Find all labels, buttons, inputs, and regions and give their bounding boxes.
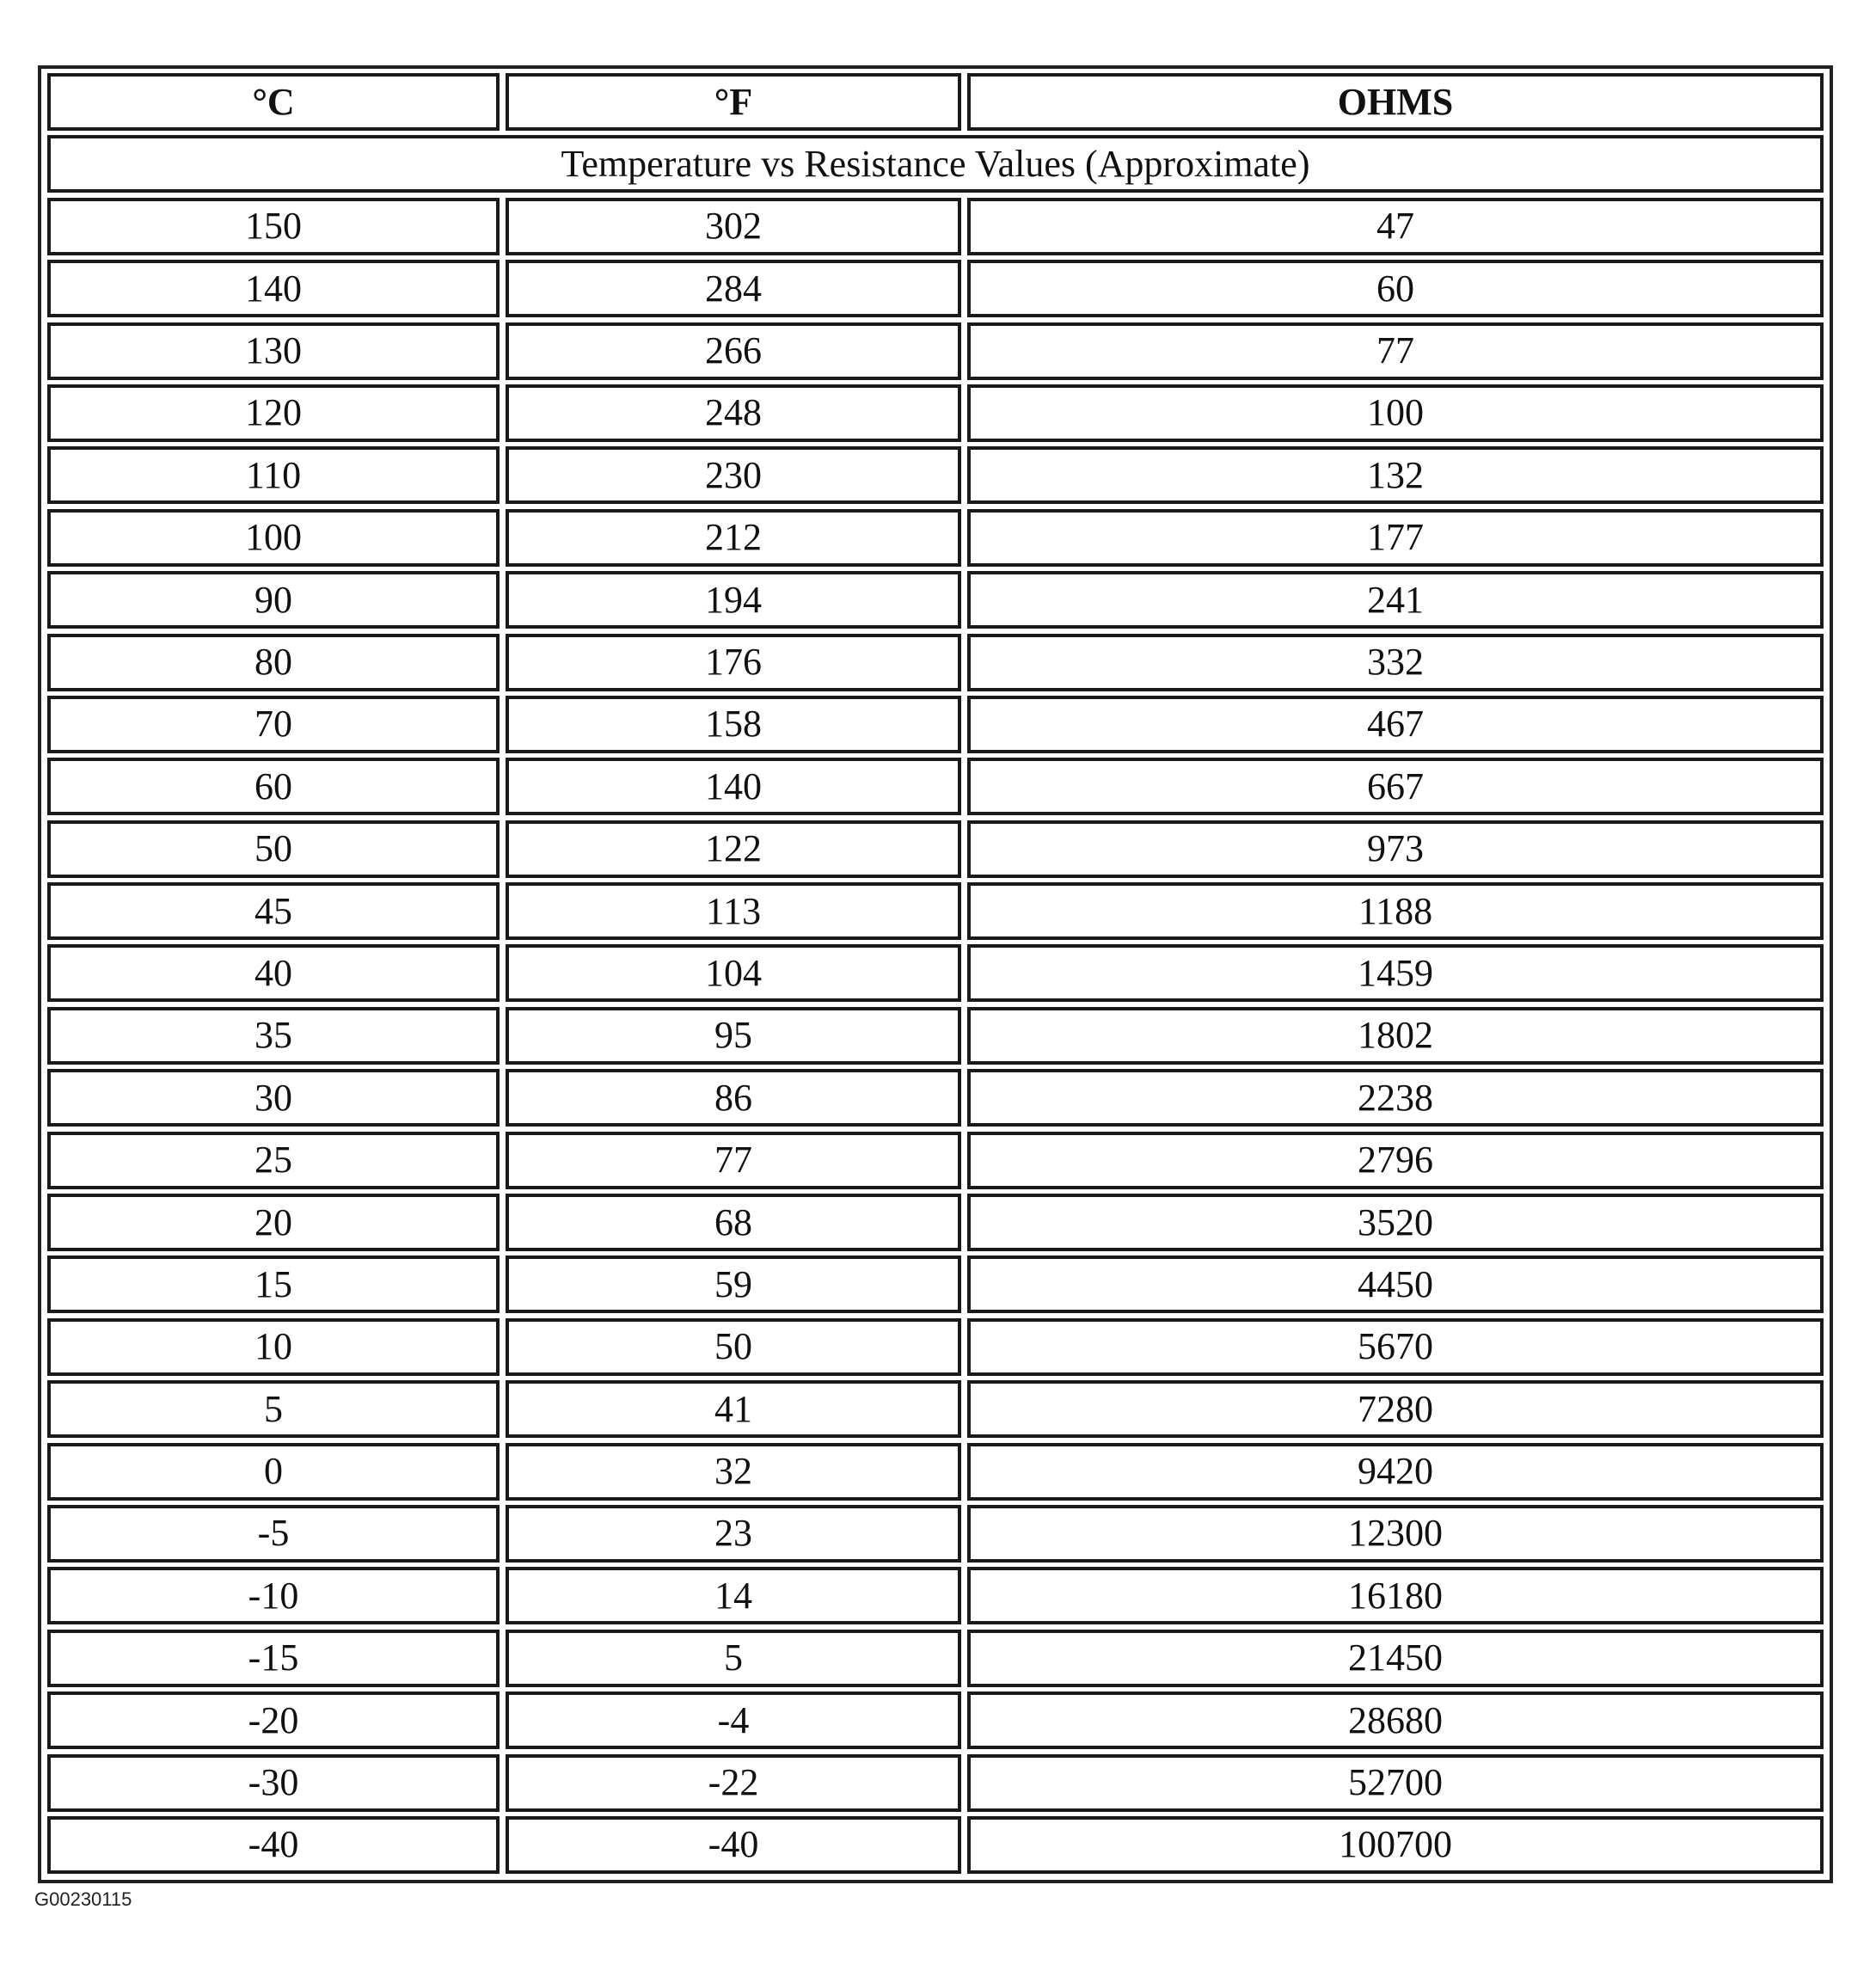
cell-celsius: 0 — [47, 1443, 500, 1501]
cell-ohms: 1802 — [967, 1007, 1824, 1065]
table-row — [47, 1754, 1824, 1812]
cell-fahrenheit: 230 — [506, 446, 961, 504]
cell-fahrenheit: 95 — [506, 1007, 961, 1065]
cell-ohms: 667 — [967, 758, 1824, 815]
cell-ohms: 52700 — [967, 1754, 1824, 1812]
cell-celsius: 110 — [47, 446, 500, 504]
cell-fahrenheit: -22 — [506, 1754, 961, 1812]
figure-code: G00230115 — [34, 1888, 132, 1910]
cell-celsius: 70 — [47, 696, 500, 753]
table-row — [47, 1318, 1824, 1376]
cell-ohms: 5670 — [967, 1318, 1824, 1376]
cell-fahrenheit: 140 — [506, 758, 961, 815]
cell-fahrenheit: 158 — [506, 696, 961, 753]
cell-fahrenheit: 50 — [506, 1318, 961, 1376]
cell-fahrenheit: -4 — [506, 1692, 961, 1749]
table-row — [47, 198, 1824, 255]
cell-fahrenheit: 68 — [506, 1194, 961, 1251]
table-row — [47, 1443, 1824, 1501]
cell-fahrenheit: 41 — [506, 1380, 961, 1438]
cell-celsius: 40 — [47, 944, 500, 1002]
table-row — [47, 944, 1824, 1002]
cell-celsius: -10 — [47, 1567, 500, 1624]
table-row — [47, 1069, 1824, 1127]
cell-ohms: 9420 — [967, 1443, 1824, 1501]
cell-fahrenheit: 77 — [506, 1132, 961, 1189]
table-row — [47, 1256, 1824, 1313]
cell-ohms: 60 — [967, 260, 1824, 317]
cell-fahrenheit: 284 — [506, 260, 961, 317]
cell-celsius: 45 — [47, 882, 500, 940]
cell-ohms: 77 — [967, 322, 1824, 380]
table-row — [47, 1132, 1824, 1189]
cell-celsius: 150 — [47, 198, 500, 255]
cell-celsius: -40 — [47, 1816, 500, 1874]
cell-fahrenheit: 248 — [506, 384, 961, 442]
cell-fahrenheit: 59 — [506, 1256, 961, 1313]
cell-ohms: 1188 — [967, 882, 1824, 940]
cell-celsius: 5 — [47, 1380, 500, 1438]
cell-fahrenheit: 212 — [506, 509, 961, 567]
cell-ohms: 3520 — [967, 1194, 1824, 1251]
cell-fahrenheit: 122 — [506, 820, 961, 878]
cell-celsius: 100 — [47, 509, 500, 567]
cell-ohms: 467 — [967, 696, 1824, 753]
table-row — [47, 384, 1824, 442]
cell-celsius: 15 — [47, 1256, 500, 1313]
cell-celsius: 140 — [47, 260, 500, 317]
cell-ohms: 973 — [967, 820, 1824, 878]
table-row — [47, 322, 1824, 380]
table-row — [47, 260, 1824, 317]
table-row — [47, 758, 1824, 815]
cell-ohms: 12300 — [967, 1505, 1824, 1563]
table-row — [47, 1007, 1824, 1065]
cell-ohms: 332 — [967, 634, 1824, 691]
cell-ohms: 100700 — [967, 1816, 1824, 1874]
table-row — [47, 1630, 1824, 1687]
cell-celsius: 60 — [47, 758, 500, 815]
cell-celsius: -5 — [47, 1505, 500, 1563]
table-row — [47, 509, 1824, 567]
cell-fahrenheit: -40 — [506, 1816, 961, 1874]
cell-fahrenheit: 176 — [506, 634, 961, 691]
resistance-table — [38, 65, 1833, 1883]
cell-fahrenheit: 23 — [506, 1505, 961, 1563]
table-row — [47, 634, 1824, 691]
cell-celsius: 90 — [47, 571, 500, 629]
cell-celsius: 10 — [47, 1318, 500, 1376]
cell-fahrenheit: 5 — [506, 1630, 961, 1687]
table-body — [47, 198, 1824, 1874]
cell-fahrenheit: 113 — [506, 882, 961, 940]
header-row — [47, 73, 1824, 131]
cell-celsius: 35 — [47, 1007, 500, 1065]
table-row — [47, 882, 1824, 940]
cell-ohms: 4450 — [967, 1256, 1824, 1313]
cell-ohms: 21450 — [967, 1630, 1824, 1687]
cell-fahrenheit: 104 — [506, 944, 961, 1002]
cell-celsius: 120 — [47, 384, 500, 442]
cell-ohms: 7280 — [967, 1380, 1824, 1438]
cell-ohms: 100 — [967, 384, 1824, 442]
cell-fahrenheit: 266 — [506, 322, 961, 380]
cell-fahrenheit: 14 — [506, 1567, 961, 1624]
cell-celsius: -15 — [47, 1630, 500, 1687]
cell-ohms: 2238 — [967, 1069, 1824, 1127]
cell-ohms: 177 — [967, 509, 1824, 567]
cell-ohms: 1459 — [967, 944, 1824, 1002]
header-celsius: °C — [47, 73, 500, 131]
table-row — [47, 571, 1824, 629]
table-row — [47, 696, 1824, 753]
cell-celsius: 130 — [47, 322, 500, 380]
cell-ohms: 47 — [967, 198, 1824, 255]
table-row — [47, 820, 1824, 878]
table-row — [47, 1194, 1824, 1251]
cell-fahrenheit: 32 — [506, 1443, 961, 1501]
subtitle-row — [47, 135, 1824, 193]
cell-ohms: 132 — [967, 446, 1824, 504]
cell-celsius: 30 — [47, 1069, 500, 1127]
cell-fahrenheit: 86 — [506, 1069, 961, 1127]
cell-fahrenheit: 302 — [506, 198, 961, 255]
table-row — [47, 1380, 1824, 1438]
cell-celsius: -30 — [47, 1754, 500, 1812]
cell-celsius: 25 — [47, 1132, 500, 1189]
cell-fahrenheit: 194 — [506, 571, 961, 629]
cell-celsius: -20 — [47, 1692, 500, 1749]
table-row — [47, 1692, 1824, 1749]
table-row — [47, 1816, 1824, 1874]
cell-ohms: 16180 — [967, 1567, 1824, 1624]
cell-celsius: 20 — [47, 1194, 500, 1251]
cell-ohms: 241 — [967, 571, 1824, 629]
cell-ohms: 2796 — [967, 1132, 1824, 1189]
table-subtitle: Temperature vs Resistance Values (Approximate) — [47, 135, 1824, 193]
cell-celsius: 80 — [47, 634, 500, 691]
table-row — [47, 1567, 1824, 1624]
header-fahrenheit: °F — [506, 73, 961, 131]
table-row — [47, 446, 1824, 504]
cell-celsius: 50 — [47, 820, 500, 878]
table-row — [47, 1505, 1824, 1563]
header-ohms: OHMS — [967, 73, 1824, 131]
cell-ohms: 28680 — [967, 1692, 1824, 1749]
